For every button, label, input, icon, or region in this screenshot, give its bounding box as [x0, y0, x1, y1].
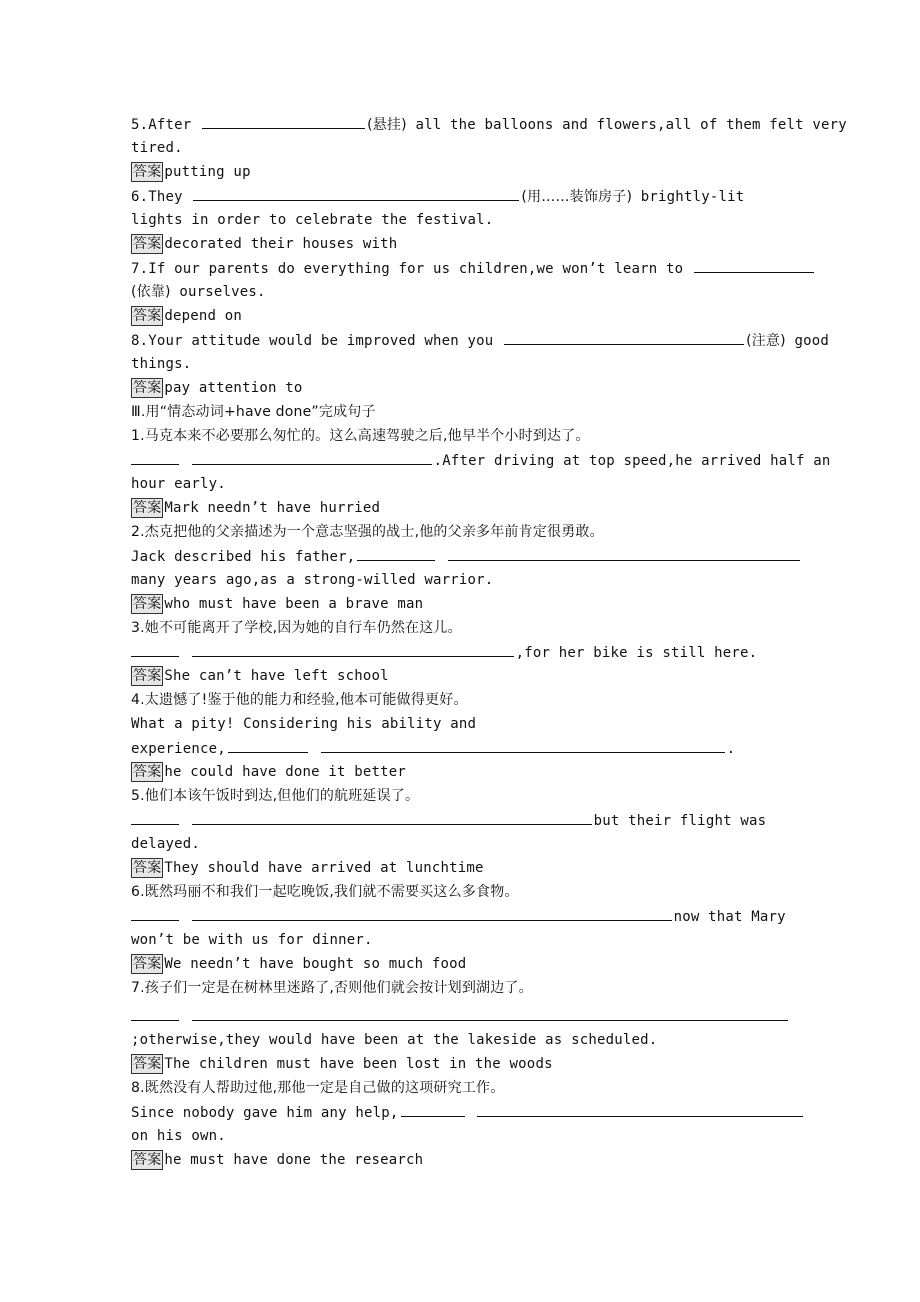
- q8-blank[interactable]: [504, 329, 744, 345]
- s3-q2-text: Jack described his father,: [131, 549, 356, 565]
- s3-q5-blank-1[interactable]: [131, 809, 179, 825]
- s3-q8-continuation: on his own.: [131, 1128, 226, 1144]
- s3-q1-answer: Mark needn’t have hurried: [164, 500, 381, 516]
- s3-q2-answer-row: [131, 593, 423, 615]
- s3-q4-prompt: 太遗憾了!鉴于他的能力和经验,他本可能做得更好。: [144, 692, 468, 708]
- answer-badge: 答案: [133, 164, 162, 180]
- s3-q2-line: [131, 545, 802, 567]
- q8-number: 8.: [131, 333, 149, 349]
- q8-text-after: good: [794, 333, 829, 349]
- s3-q7-answer: The children must have been lost in the woods: [164, 1056, 553, 1072]
- s3-q4-answer-row: [131, 761, 406, 783]
- s3-q5-answer-row: [131, 857, 484, 879]
- s3-q6-prompt: 既然玛丽不和我们一起吃晚饭,我们就不需要买这么多食物。: [144, 884, 519, 900]
- s3-q3-chinese: [131, 617, 462, 639]
- s3-q3-answer-row: [131, 665, 389, 687]
- q5-hint: (悬挂): [367, 117, 407, 133]
- s3-q7-blank-2[interactable]: [192, 1005, 788, 1021]
- s3-q2-blank-2[interactable]: [448, 545, 800, 561]
- s3-q7-number: 7.: [131, 980, 145, 996]
- q6-blank[interactable]: [193, 185, 519, 201]
- q6-answer: decorated their houses with: [164, 236, 398, 252]
- section-3-heading: Ⅲ.用“情态动词+have done”完成句子: [131, 404, 376, 420]
- s3-q4-line-1: What a pity! Considering his ability and: [131, 716, 477, 732]
- s3-q7-answer-row: [131, 1053, 553, 1075]
- s3-q2-prompt: 杰克把他的父亲描述为一个意志坚强的战士,他的父亲多年前肯定很勇敢。: [144, 524, 604, 540]
- q7-answer: depend on: [164, 308, 243, 324]
- q5-text-before: After: [148, 117, 192, 133]
- s3-q8-text: Since nobody gave him any help,: [131, 1105, 399, 1121]
- question-8-line: [131, 329, 829, 351]
- s3-q3-blank-1[interactable]: [131, 641, 179, 657]
- s3-q6-blank-1[interactable]: [131, 905, 179, 921]
- q7-text-before: If our parents do everything for us children,we won’t learn to: [148, 261, 684, 277]
- s3-q7-chinese: [131, 977, 533, 999]
- q7-hint: (依靠): [131, 284, 171, 300]
- s3-q6-number: 6.: [131, 884, 145, 900]
- answer-badge: 答案: [133, 860, 162, 876]
- s3-q5-blank-2[interactable]: [192, 809, 592, 825]
- q7-number: 7.: [131, 261, 149, 277]
- answer-badge: 答案: [133, 1056, 162, 1072]
- q8-continuation: things.: [131, 356, 192, 372]
- s3-q5-prompt: 他们本该午饭时到达,但他们的航班延误了。: [144, 788, 420, 804]
- q6-number: 6.: [131, 189, 149, 205]
- s3-q4-blank-1[interactable]: [228, 737, 308, 753]
- answer-badge: 答案: [133, 1152, 162, 1168]
- s3-q6-answer-row: [131, 953, 466, 975]
- s3-q7-continuation: ;otherwise,they would have been at the lakeside as scheduled.: [131, 1032, 658, 1048]
- s3-q2-chinese: [131, 521, 604, 543]
- s3-q3-prompt: 她不可能离开了学校,因为她的自行车仍然在这儿。: [144, 620, 462, 636]
- s3-q8-answer: he must have done the research: [164, 1152, 424, 1168]
- s3-q1-chinese: [131, 425, 590, 447]
- s3-q6-chinese: [131, 881, 519, 903]
- s3-q1-text: .After driving at top speed,he arrived half an: [433, 453, 831, 469]
- s3-q5-number: 5.: [131, 788, 145, 804]
- s3-q4-line-2: [131, 737, 735, 759]
- question-5-line: [131, 113, 847, 135]
- s3-q7-blank-1[interactable]: [131, 1005, 179, 1021]
- s3-q4-text: experience,: [131, 741, 226, 757]
- answer-badge: 答案: [133, 236, 162, 252]
- s3-q1-line: [131, 449, 831, 471]
- q6-answer-row: [131, 233, 397, 255]
- q6-hint: (用……装饰房子): [521, 189, 633, 205]
- s3-q8-number: 8.: [131, 1080, 145, 1096]
- q5-text-after: all the balloons and flowers,all of them felt very: [415, 117, 847, 133]
- s3-q2-blank-1[interactable]: [357, 545, 435, 561]
- answer-badge: 答案: [133, 668, 162, 684]
- q6-continuation: lights in order to celebrate the festival.: [131, 212, 494, 228]
- s3-q1-blank-2[interactable]: [192, 449, 432, 465]
- s3-q3-answer: She can’t have left school: [164, 668, 389, 684]
- s3-q3-number: 3.: [131, 620, 145, 636]
- s3-q6-line: [131, 905, 786, 927]
- s3-q6-continuation: won’t be with us for dinner.: [131, 932, 373, 948]
- q8-answer-row: [131, 377, 302, 399]
- s3-q4-period: .: [726, 741, 736, 757]
- s3-q7-prompt: 孩子们一定是在树林里迷路了,否则他们就会按计划到湖边了。: [144, 980, 533, 996]
- s3-q3-text: ,for her bike is still here.: [515, 645, 758, 661]
- s3-q6-answer: We needn’t have bought so much food: [164, 956, 467, 972]
- answer-badge: 答案: [133, 956, 162, 972]
- s3-q1-answer-row: [131, 497, 380, 519]
- s3-q4-chinese: [131, 689, 468, 711]
- q5-continuation: tired.: [131, 140, 183, 156]
- s3-q8-blank-2[interactable]: [477, 1101, 803, 1117]
- q6-text-after: brightly-lit: [640, 189, 745, 205]
- s3-q6-text: now that Mary: [673, 909, 786, 925]
- s3-q1-prompt: 马克本来不必要那么匆忙的。这么高速驾驶之后,他早半个小时到达了。: [144, 428, 590, 444]
- q7-blank[interactable]: [694, 257, 814, 273]
- s3-q8-answer-row: [131, 1149, 423, 1171]
- answer-badge: 答案: [133, 308, 162, 324]
- s3-q5-continuation: delayed.: [131, 836, 201, 852]
- s3-q4-answer: he could have done it better: [164, 764, 407, 780]
- s3-q3-line: [131, 641, 757, 663]
- s3-q1-continuation: hour early.: [131, 476, 226, 492]
- s3-q8-line: [131, 1101, 805, 1123]
- s3-q2-answer: who must have been a brave man: [164, 596, 424, 612]
- q7-answer-row: [131, 305, 242, 327]
- s3-q2-continuation: many years ago,as a strong-willed warrior.: [131, 572, 494, 588]
- q8-text-before: Your attitude would be improved when you: [148, 333, 494, 349]
- q8-answer: pay attention to: [164, 380, 303, 396]
- s3-q5-line: [131, 809, 766, 831]
- s3-q5-chinese: [131, 785, 419, 807]
- s3-q7-blank-line: [131, 1005, 790, 1027]
- s3-q8-blank-1[interactable]: [401, 1101, 465, 1117]
- s3-q5-answer: They should have arrived at lunchtime: [164, 860, 484, 876]
- s3-q1-number: 1.: [131, 428, 145, 444]
- answer-badge: 答案: [133, 764, 162, 780]
- s3-q5-text: but their flight was: [593, 813, 767, 829]
- q5-answer-row: [131, 161, 251, 183]
- q6-text-before: They: [148, 189, 183, 205]
- q5-blank[interactable]: [202, 113, 365, 129]
- answer-badge: 答案: [133, 500, 162, 516]
- s3-q2-number: 2.: [131, 524, 145, 540]
- q7-continuation: ourselves.: [179, 284, 266, 300]
- q5-number: 5.: [131, 117, 149, 133]
- s3-q1-blank-1[interactable]: [131, 449, 179, 465]
- q8-hint: (注意): [746, 333, 786, 349]
- q5-answer: putting up: [164, 164, 251, 180]
- s3-q8-prompt: 既然没有人帮助过他,那他一定是自己做的这项研究工作。: [144, 1080, 505, 1096]
- q7-continuation-line: [131, 281, 266, 303]
- s3-q4-number: 4.: [131, 692, 145, 708]
- s3-q6-blank-2[interactable]: [192, 905, 672, 921]
- question-7-line: [131, 257, 816, 279]
- s3-q4-blank-2[interactable]: [321, 737, 725, 753]
- answer-badge: 答案: [133, 596, 162, 612]
- s3-q3-blank-2[interactable]: [192, 641, 514, 657]
- question-6-line: [131, 185, 744, 207]
- s3-q8-chinese: [131, 1077, 504, 1099]
- answer-badge: 答案: [133, 380, 162, 396]
